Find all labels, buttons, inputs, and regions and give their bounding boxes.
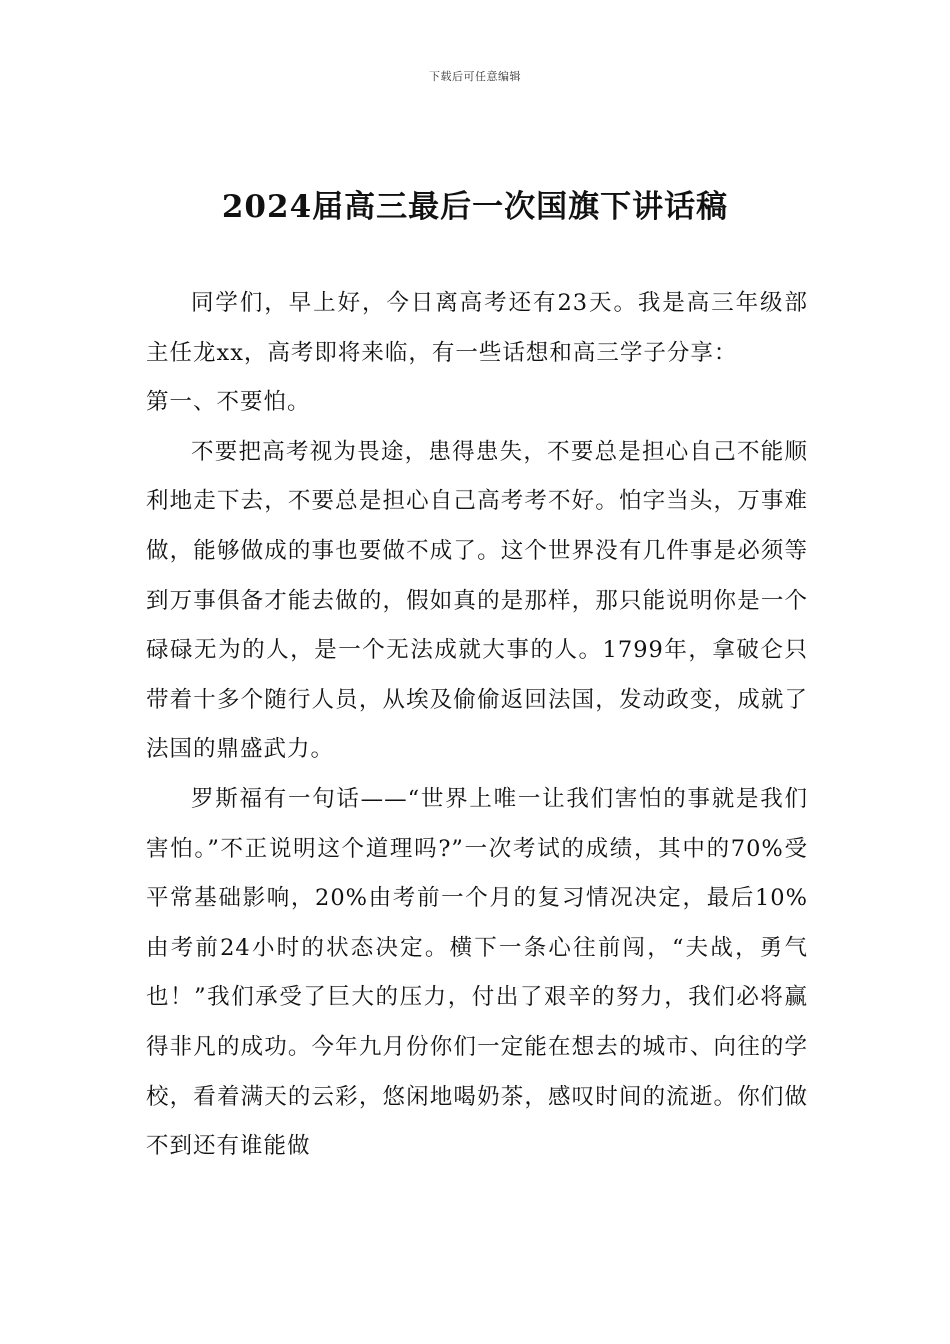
paragraph-roosevelt: 罗斯福有一句话——“世界上唯一让我们害怕的事就是我们害怕。”不正说明这个道理吗?”一次考试的成绩，其中的70%受平常基础影响，20%由考前一个月的复习情况决定，最后10%由考前24小时的状态决定。横下一条心往前闯，“夫战，勇气也！”我们承受了巨大的压力，付出了艰辛的努力，我们必将赢得非凡的成功。今年九月份你们一定能在想去的城市、向往的学校，看着满天的云彩，悠闲地喝奶茶，感叹时间的流逝。你们做不到还有谁能做 bbox=[146, 785, 808, 1160]
paragraph-greeting: 同学们，早上好，今日离高考还有23天。我是高三年级部主任龙xx，高考即将来临，有一些话想和高三学子分享： bbox=[146, 290, 808, 366]
document-title: 2024届高三最后一次国旗下讲话稿 bbox=[221, 189, 729, 225]
section-heading-1: 第一、不要怕。 bbox=[146, 389, 311, 416]
document-body bbox=[146, 279, 808, 1172]
header-note: 下载后可任意编辑 bbox=[429, 70, 521, 83]
paragraph-dont-fear: 不要把高考视为畏途，患得患失，不要总是担心自己不能顺利地走下去，不要总是担心自己高考考不好。怕字当头，万事难做，能够做成的事也要做不成了。这个世界没有几件事是必须等到万事俱备才能去做的，假如真的是那样，那只能说明你是一个碌碌无为的人，是一个无法成就大事的人。1799年，拿破仑只带着十多个随行人员，从埃及偷偷返回法国，发动政变，成就了法国的鼎盛武力。 bbox=[146, 438, 808, 763]
